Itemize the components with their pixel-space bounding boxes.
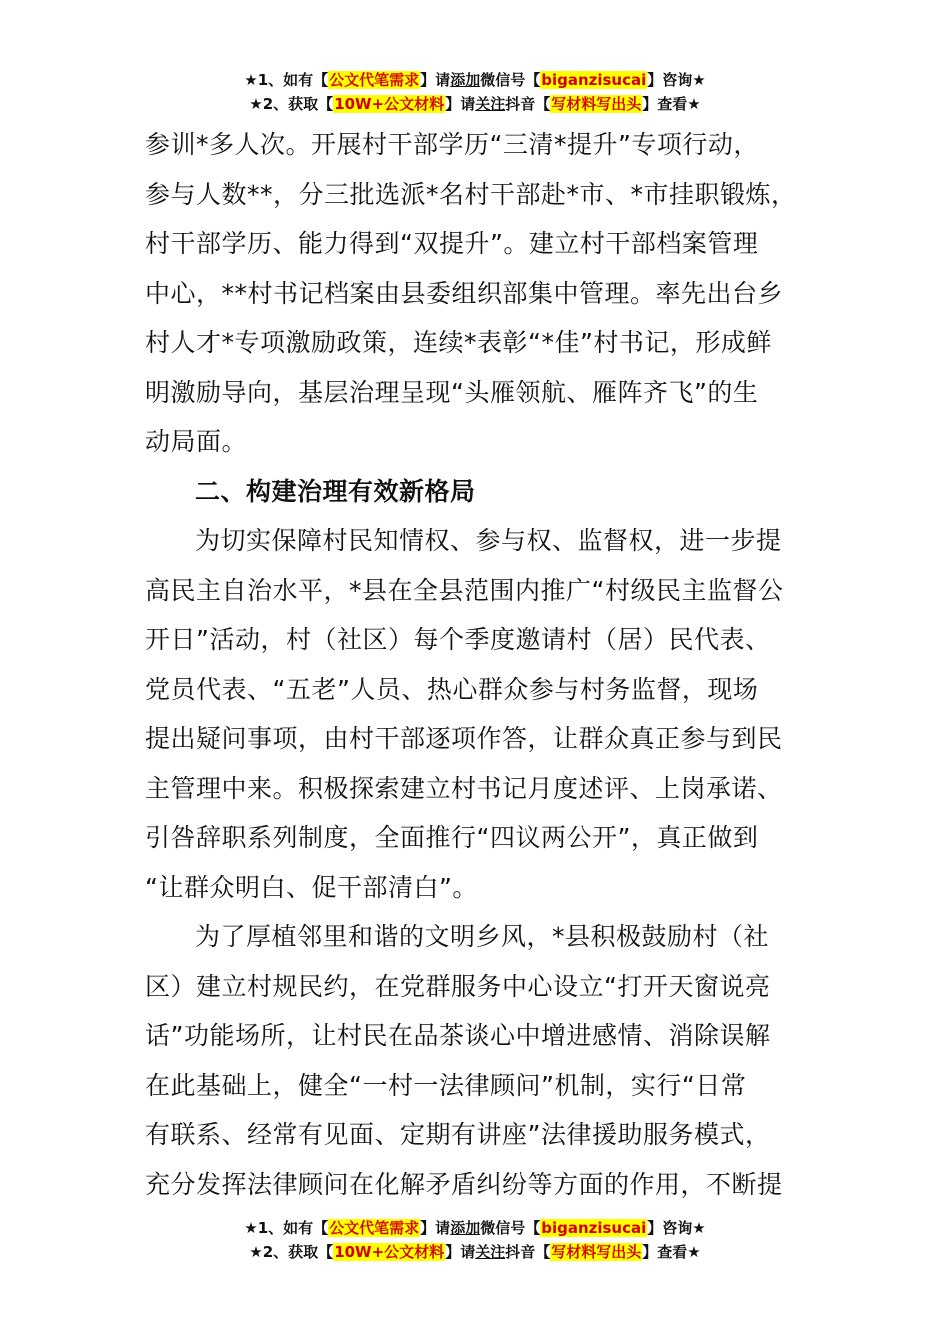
banner-line-2: [0, 1240, 950, 1264]
banner-line-2: [0, 92, 950, 116]
banner-text: 】请: [445, 95, 476, 113]
body-line: 充分发挥法律顾问在化解矛盾纠纷等方面的作用，不断提: [145, 1169, 783, 1199]
banner-highlight: 公文代笔需求: [329, 1219, 420, 1237]
banner-text: 】查看★: [642, 1243, 701, 1261]
banner-text: ★2、获取【: [249, 95, 334, 113]
banner-underlined: 添加: [450, 71, 481, 89]
banner-underlined: 关注: [475, 95, 506, 113]
banner-line-1: [0, 68, 950, 92]
banner-highlight: 写材料写出头: [551, 95, 642, 113]
body-line: 明激励导向，基层治理呈现“头雁领航、雁阵齐飞”的生: [145, 377, 759, 407]
banner-text: 微信号【: [480, 71, 541, 89]
banner-text: 抖音【: [505, 95, 551, 113]
banner-text: ★2、获取【: [249, 1243, 334, 1261]
banner-highlight: 10W+公文材料: [334, 95, 445, 113]
body-line: 区）建立村规民约，在党群服务中心设立“打开天窗说亮: [145, 971, 771, 1001]
body-line: 主管理中来。积极探索建立村书记月度述评、上岗承诺、: [145, 773, 783, 803]
banner-highlight: 公文代笔需求: [329, 71, 420, 89]
banner-text: ★1、如有【: [244, 71, 329, 89]
banner-text: 】咨询★: [647, 1219, 706, 1237]
footer-banner: [0, 1216, 950, 1264]
body-line: 中心，**村书记档案由县委组织部集中管理。率先出台乡: [145, 278, 784, 308]
body-line: 有联系、经常有见面、定期有讲座”法律援助服务模式，: [145, 1120, 771, 1149]
body-line: 党员代表、“五老”人员、热心群众参与村务监督，现场: [145, 674, 759, 704]
banner-highlight: 写材料写出头: [551, 1243, 642, 1261]
header-banner: [0, 68, 950, 116]
banner-text: 抖音【: [505, 1243, 551, 1261]
banner-highlight: 10W+公文材料: [334, 1243, 445, 1261]
banner-line-1: [0, 1216, 950, 1240]
body-line: 为了厚植邻里和谐的文明乡风，*县积极鼓励村（社: [195, 922, 770, 951]
section-heading: 二、构建治理有效新格局: [195, 476, 476, 506]
banner-text: 】查看★: [642, 95, 701, 113]
body-line: 在此基础上，健全“一村一法律顾问”机制，实行“日常: [145, 1070, 747, 1100]
banner-underlined: 添加: [450, 1219, 481, 1237]
body-line: 高民主自治水平，*县在全县范围内推广“村级民主监督公: [145, 575, 784, 605]
banner-text: 】请: [420, 1219, 451, 1237]
body-line: “让群众明白、促干部清白”。: [145, 872, 478, 902]
banner-highlight: biganzisucai: [541, 1219, 647, 1237]
body-line: 引咎辞职系列制度，全面推行“四议两公开”，真正做到: [145, 823, 759, 852]
body-line: 开日”活动，村（社区）每个季度邀请村（居）民代表、: [145, 625, 771, 654]
banner-text: 微信号【: [480, 1219, 541, 1237]
body-line: 提出疑问事项，由村干部逐项作答，让群众真正参与到民: [145, 724, 783, 753]
banner-text: 】请: [445, 1243, 476, 1261]
body-line: 村人才*专项激励政策，连续*表彰“*佳”村书记，形成鲜: [145, 328, 772, 357]
banner-text: 】请: [420, 71, 451, 89]
banner-text: 】咨询★: [647, 71, 706, 89]
body-line: 村干部学历、能力得到“双提升”。建立村干部档案管理: [145, 229, 759, 258]
banner-text: ★1、如有【: [244, 1219, 329, 1237]
body-line: 参与人数**，分三批选派*名村干部赴*市、*市挂职锻炼，: [145, 179, 797, 209]
body-line: 话”功能场所，让村民在品茶谈心中增进感情、消除误解: [145, 1021, 771, 1050]
document-body: [145, 120, 810, 1209]
body-line: 为切实保障村民知情权、参与权、监督权，进一步提: [195, 526, 782, 555]
banner-highlight: biganzisucai: [541, 71, 647, 89]
body-line: 参训*多人次。开展村干部学历“三清*提升”专项行动，: [145, 130, 759, 159]
body-line: 动局面。: [145, 427, 248, 456]
banner-underlined: 关注: [475, 1243, 506, 1261]
